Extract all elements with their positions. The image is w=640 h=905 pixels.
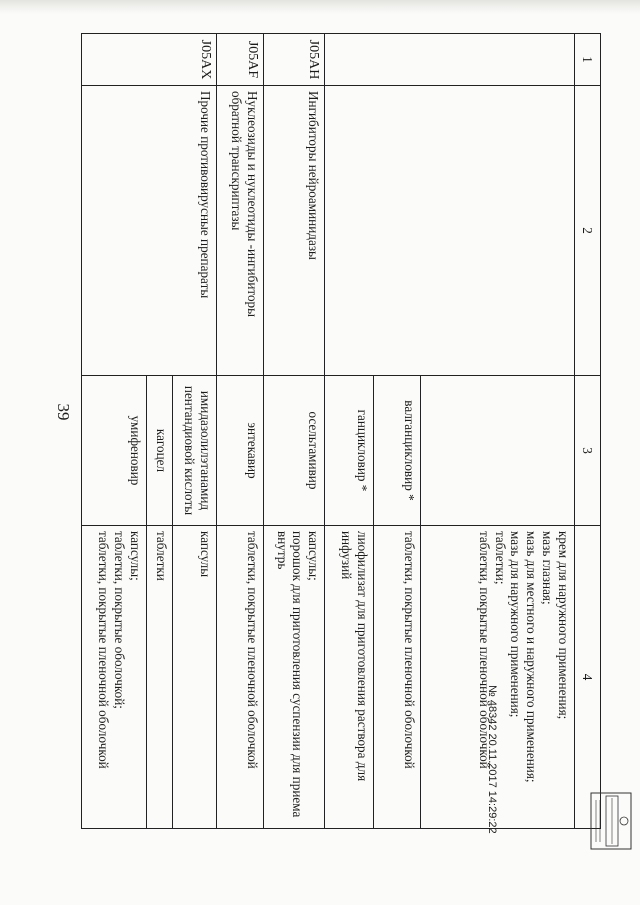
form-line: лиофилизат для приготовления раствора для инфузий [339,531,370,782]
drug-table [81,33,601,829]
drug-cell: ганцикловир * [325,376,374,526]
forms-cell [217,526,263,829]
form-line: капсулы; [127,531,143,581]
rotated-table-container [81,33,601,828]
drug-cell: осельтамивир [263,376,325,526]
form-line: таблетки, покрытые пленочной оболочкой [476,531,492,769]
e-government-stamp-icon [590,792,632,850]
forms-cell [172,526,216,829]
group-cell: Ингибиторы нейроаминидазы [263,86,325,376]
form-line: таблетки, покрытые пленочной оболочкой [402,531,418,769]
drug-cell: кагоцел [146,376,172,526]
form-line: мазь для местного и наружного применения; [524,531,540,783]
header-col-4: 4 [575,526,601,829]
group-cell: Нуклеозиды и нуклеотиды -ингибиторы обратной транскриптазы [217,86,263,376]
form-line: капсулы; [306,531,322,581]
drug-cell: энтекавир [217,376,263,526]
form-line: таблетки, покрытые пленочной оболочкой [96,531,112,769]
drug-cell: умифеновир [82,376,147,526]
table-row [217,34,263,829]
form-line: таблетки; [492,531,508,585]
forms-cell [325,526,374,829]
code-cell: J05AH [263,34,325,86]
drug-cell: валганцикловир * [373,376,421,526]
table-row [263,34,325,829]
scan-edge [0,0,640,14]
header-col-2: 2 [575,86,601,376]
forms-cell [146,526,172,829]
document-footer: № 48342 20.11.2017 14:29:22 [486,685,498,834]
code-cell: J05AX [82,34,217,86]
forms-cell [263,526,325,829]
form-line: таблетки, покрытые оболочкой; [112,531,128,709]
form-line: таблетки [153,531,169,581]
group-cell: Прочие противовирусные препараты [82,86,217,376]
form-line: мазь для наружного применения; [508,531,524,718]
code-cell [325,34,575,86]
forms-cell [82,526,147,829]
code-cell: J05AF [217,34,263,86]
drug-cell [421,376,575,526]
form-line: крем для наружного применения; [556,531,571,720]
page-number: 39 [54,403,73,421]
form-line: порошок для приготовления суспензии для приема внутрь [274,531,306,818]
table-row [172,34,216,829]
header-col-3: 3 [575,376,601,526]
drug-cell: имидазолилэтанамид пентандиовой кислоты [172,376,216,526]
table-header-row [575,34,601,829]
forms-cell [373,526,421,829]
form-line: таблетки, покрытые пленочной оболочкой [244,531,260,769]
form-line: мазь глазная; [540,531,556,605]
group-cell [325,86,575,376]
form-line: капсулы [198,531,214,578]
header-col-1: 1 [575,34,601,86]
